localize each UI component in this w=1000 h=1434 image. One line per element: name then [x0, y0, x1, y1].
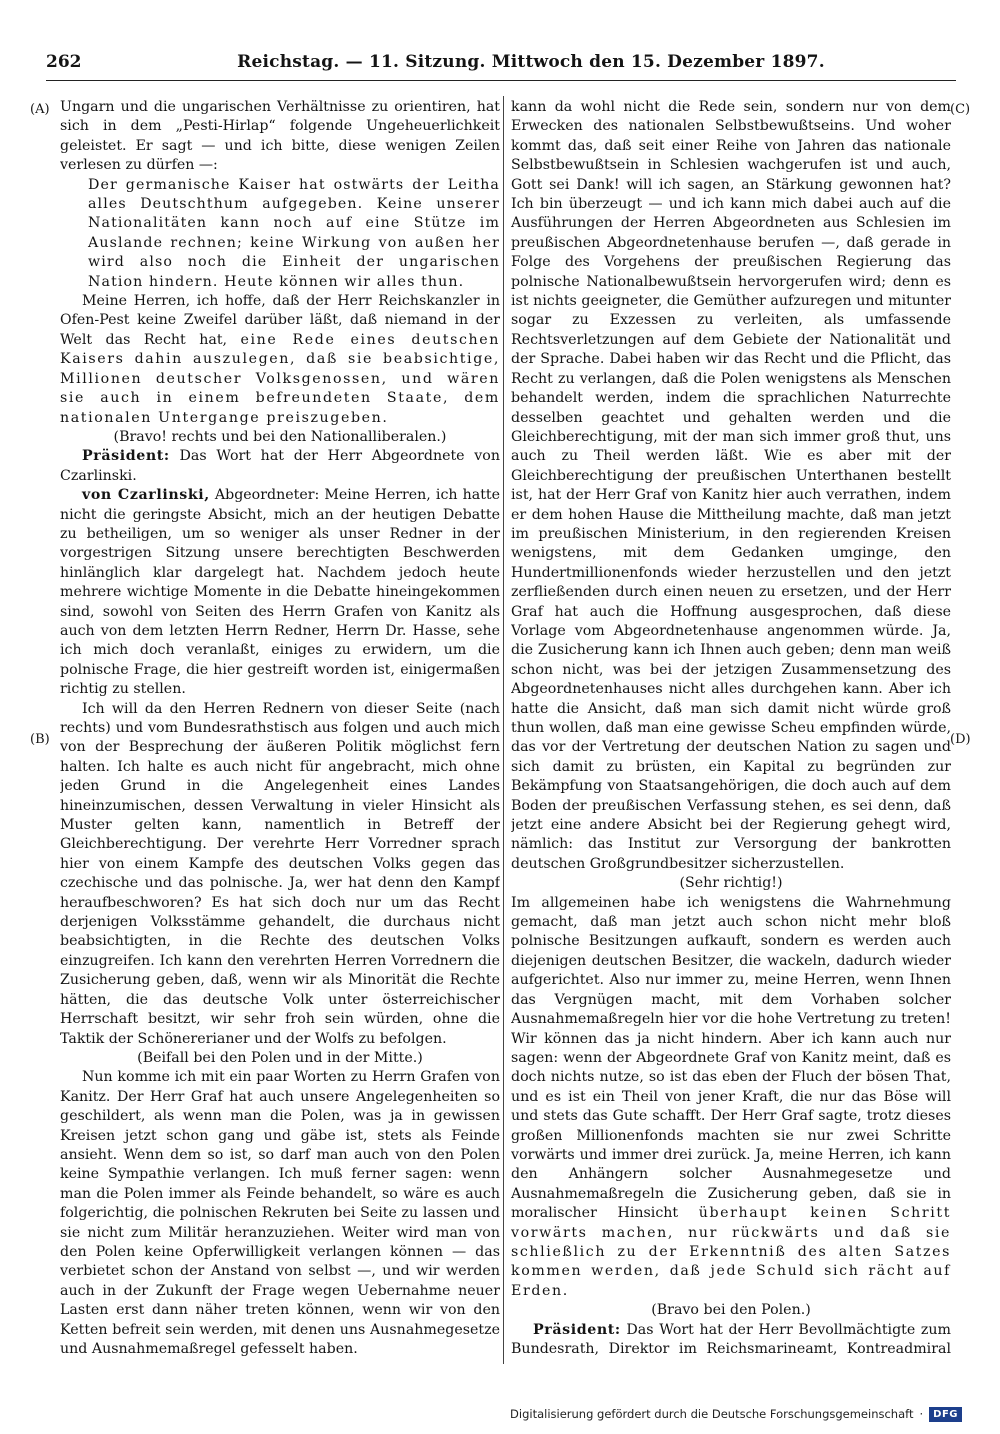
separator-dot: ·: [919, 1407, 924, 1421]
applause-note: (Beifall bei den Polen und in der Mitte.): [137, 1049, 423, 1066]
credit-text: Digitalisierung gefördert durch die Deutsche Forschungsgemeinschaft: [510, 1407, 914, 1421]
dfg-logo-icon: DFG: [929, 1407, 962, 1422]
paragraph: Ungarn und die ungarischen Verhältnisse zu orientiren, hat sich in dem „Pesti-Hirlap“ folgende Ungeheuerlichkeit geleistet. Er sagt — und ich bitte, diese wenigen Zeilen verlesen zu dürfen —:: [60, 99, 500, 174]
paragraph: Ich will da den Herren Rednern von dieser Seite (nach rechts) und vom Bundesrathstisch aus folgen und auch mich von der Besprechung der äußeren Politik möglichst fern halten. Ich halte es auch nicht für angebracht, mich ohne jeden Grund in die Angelegenheit eines Landes hineinzumischen, dessen Verwaltung in vieler Hinsicht als Muster gelten kann, namentlich in Betreff der Gleichberechtigung. Der verehrte Herr Vorredner sprach hier von einem Kampfe des deutschen Volks gegen das czechische und das polnische. Ja, wer hat denn den Kampf heraufbeschworen? Es hat sich doch nur um das Recht derjenigen Volksstämme gehandelt, die durchaus nicht beabsichtigten, in die Rechte des deutschen Volks einzugreifen. Ich kann den verehrten Herren Vorrednern die Zusicherung geben, daß, wenn wir als Minorität die Rechte hätten, die das deutsche Volk unter österreichischer Herrschaft besitzt, wir sehr froh sein würden, ohne die Taktik der Schönererianer und der Wolfs zu befolgen.: [60, 700, 500, 1047]
remark-text: Das Wort hat der Herr Abgeordnete von Czarlinski.: [60, 448, 500, 484]
digitization-credit: [510, 1403, 962, 1425]
block-quote: Der germanische Kaiser hat ostwärts der Leitha alles Deutschthum aufgegeben. Keine unserer Nationalitäten kann noch auf eine Stütze im Auslande rechnen; keine Wirkung von außen her wird also noch die Einheit der ungarischen Nation hindern. Heute können wir alles thun.: [88, 176, 500, 290]
paragraph: [511, 894, 951, 1302]
speech-text: Abgeordneter: Meine Herren, ich hatte nicht die geringste Absicht, mich an der heutigen Debatte zu betheiligen, um so weniger als unser Redner in der vorgestrigen Sitzung unsere berechtigten Beschwerden hinlänglich klar dargelegt hat. Nachdem jedoch heute mehrere wichtige Momente in die Debatte hineingekommen sind, sowohl von Seiten des Herrn Grafen von Kanitz als auch von dem letzten Herrn Redner, Herrn Dr. Hasse, sehe ich mich doch veranlaßt, einiges zu erwidern, um die polnische Frage, die hier gestreift worden ist, einigermaßen richtig zu stellen.: [60, 487, 500, 698]
speaker-label: Präsident:: [533, 1321, 621, 1338]
margin-marker-b: (B): [30, 732, 50, 747]
page-header: [46, 48, 956, 76]
applause-note: (Bravo! rechts und bei den Nationalliberalen.): [113, 428, 447, 445]
paragraph: kann da wohl nicht die Rede sein, sondern nur von dem Erwecken des nationalen Selbstbewußtseins. Und woher kommt das, daß seit einer Reihe von Jahren das nationale Selbstbewußtsein in Schlesien wachgerufen ist und auch, Gott sei Dank! will ich sagen, an Stärkung gewonnen hat? Ich bin überzeugt — und ich kann mich dabei auch auf die Ausführungen der Herren Abgeordneten aus Schlesien im preußischen Abgeordnetenhause berufen —, daß gerade in Folge des Vorgehens der preußischen Regierung das polnische Nationalbewußtsein hervorgerufen wird; denn es ist nichts geeigneter, die Gemüther aufzuregen und mitunter sogar zu Exzessen zu verleiten, als umfassende Rechtsverletzungen auf dem Gebiete der Nationalität und der Sprache. Dabei haben wir das Recht und die Pflicht, das Recht zu verlangen, daß die Polen wenigstens als Menschen behandelt werden, indem die sprachlichen Naturrechte desselben geachtet und gehalten werden und die Gleichberechtigung, mit der man sich immer groß thut, uns auch zu Theil werden läßt. Wie es aber mit der Gleichberechtigung der preußischen Unterthanen bestellt ist, hat der Herr Graf von Kanitz hier auch verrathen, indem er dem hohen Hause die Mittheilung machte, daß man jetzt im preußischen Ministerium, in den regierenden Kreisen wenigstens, mit dem Gedanken umginge, den Hundertmillionenfonds wieder herzustellen und den jetzt zerfließenden durch einen neuen zu ersetzen, und der Herr Graf hat auch die Hoffnung ausgesprochen, daß diese Vorlage vom Abgeordnetenhause angenommen würde. Ja, die Zusicherung kann ich Ihnen auch geben; denn man weiß schon nicht, was bei der jetzigen Zusammensetzung des Abgeordnetenhauses nicht alles durchgehen kann. Aber ich hatte die Ansicht, daß man sich damit nicht würde groß thun wollen, daß man eine gewisse Scheu empfinden würde, das vor der Vertretung der deutschen Nation zu sagen und sich damit zu brüsten, ein Kapital zu begründen zur Bekämpfung von Staatsangehörigen, die doch auch auf dem Boden der preußischen Verfassung stehen, es sei denn, daß jetzt eine andere Absicht bei der Regierung gehegt wird, nämlich: das Institut zur Versorgung der bankrotten deutschen Großgrundbesitzer sicherzustellen.: [511, 99, 951, 872]
paragraph-text: Meine Herren, ich hoffe, daß der Herr Reichskanzler in Ofen-Pest keine Zweifel darüber läßt, daß niemand in der Welt das Recht hat,: [60, 293, 500, 348]
right-column: [511, 98, 951, 1360]
president-remark: [60, 447, 500, 486]
emphasized-text: eine Rede eines deutschen Kaisers dahin auszulegen, daß sie beabsichtige, Millionen deutscher Volksgenossen, und wären sie auch in einem befreundeten Staate, dem nationalen Untergange preiszugeben.: [60, 331, 500, 426]
speech-paragraph: [60, 486, 500, 699]
president-remark: [511, 1321, 951, 1360]
paragraph: [60, 292, 500, 428]
applause-note: (Sehr richtig!): [679, 875, 783, 892]
emphasized-text: überhaupt keinen Schritt vorwärts machen, nur rückwärts und daß sie schließlich zu der Erkenntniß des alten Satzes kommen werden, daß jede Schuld sich rächt auf Erden.: [511, 1205, 951, 1299]
paragraph: Nun komme ich mit ein paar Worten zu Herrn Grafen von Kanitz. Der Herr Graf hat auch unsere Angelegenheiten so geschildert, als wenn man die Polen, was ja in gewissen Kreisen jetzt schon gang und gäbe ist, stets als Feinde ansieht. Wenn dem so ist, so darf man auch von den Polen keine Sympathie verlangen. Ich muß ferner sagen: wenn man die Polen immer als Feinde behandelt, so wäre es auch folgerichtig, die polnischen Rekruten bei Seite zu lassen und sie nicht zum Militär heranzuziehen. Weiter wird man von den Polen keine Opferwilligkeit verlangen können — das verbietet schon der Anstand von selbst —, und wir werden auch in der Zukunft der Frage wegen Uebernahme neuer Lasten erst dann näher treten können, wenn wir von den Ketten befreit sein werden, mit denen uns Ausnahmegesetze und Ausnahmemaßregel gefesselt haben.: [60, 1069, 500, 1357]
margin-marker-d: (D): [950, 732, 971, 747]
running-title: Reichstag. — 11. Sitzung. Mittwoch den 15. Dezember 1897.: [237, 52, 825, 72]
column-divider: [503, 96, 504, 1364]
remark-text: Das Wort hat der Herr Bevollmächtigte zum Bundesrath, Direktor im Reichsmarineamt, Kontreadmiral: [511, 1321, 951, 1357]
speaker-label: Präsident:: [82, 448, 170, 465]
paragraph: [60, 1359, 500, 1360]
applause-note: (Bravo bei den Polen.): [651, 1302, 811, 1319]
paragraph-text: Im allgemeinen habe ich wenigstens die Wahrnehmung gemacht, daß man jetzt auch schon nicht mehr bloß polnische Besitzungen aufkauft, sondern es werden auch diejenigen deutschen Besitzer, die wackeln, dadurch wieder aufgerichtet. Also nur immer zu, meine Herren, wenn Ihnen das Vergnügen macht, mit dem Vorhaben solcher Ausnahmemaßregeln hier vor die hohe Vertretung zu treten! Wir können das ja nicht hindern. Aber ich kann auch nur sagen: wenn der Abgeordnete Graf von Kanitz meint, daß es doch nichts nutze, so ist das eben der Fluch der bösen That, und es ist ein Theil von jener Kraft, die nur das Böse will und stets das Gute schafft. Der Herr Graf sagte, trotz dieses großen Millionenfonds machten sie nur zwei Schritte vorwärts und immer drei zurück. Ja, meine Herren, ich kann den Anhängern solcher Ausnahmegesetze und Ausnahmemaßregeln die Zusicherung geben, daß sie in moralischer Hinsicht: [511, 894, 951, 1222]
left-column: [60, 98, 500, 1360]
speaker-name: von Czarlinski,: [82, 487, 210, 504]
margin-marker-a: (A): [30, 102, 50, 117]
page-number: 262: [46, 52, 82, 72]
header-rule: [46, 80, 956, 81]
margin-marker-c: (C): [950, 102, 971, 117]
